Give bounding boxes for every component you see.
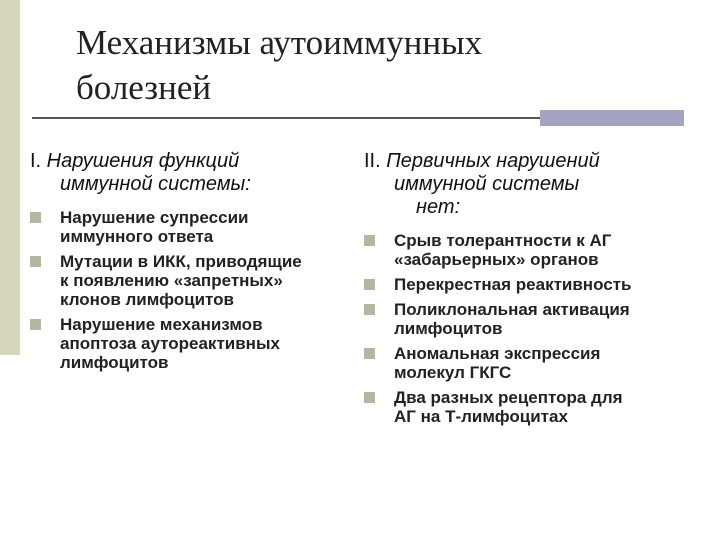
list-item-text: клонов лимфоцитов [60,290,234,309]
decorative-sidebar-band [0,0,20,355]
list-item [364,344,704,382]
right-heading-line-3: нет: [416,196,461,218]
square-bullet-icon [364,279,375,290]
left-heading-line-1: Нарушения функций [41,150,240,172]
list-item-text: «забарьерных» органов [394,250,599,269]
list-item [364,275,704,294]
list-item-text: Мутации в ИКК, приводящие [60,252,302,271]
left-bullet-list [30,208,350,372]
list-item [364,231,704,269]
left-column [30,150,350,378]
title-line-1: Механизмы аутоиммунных [76,23,483,62]
title-line-2: болезней [76,68,212,107]
square-bullet-icon [30,212,41,223]
list-item [30,252,350,309]
list-item-text: Нарушение механизмов [60,315,263,334]
square-bullet-icon [30,319,41,330]
list-item-text: молекул ГКГС [394,363,512,382]
square-bullet-icon [364,392,375,403]
right-heading-number: II. [364,150,381,172]
square-bullet-icon [364,304,375,315]
list-item-text: иммунного ответа [60,227,214,246]
list-item [364,300,704,338]
square-bullet-icon [364,235,375,246]
list-item [30,208,350,246]
list-item [364,388,704,426]
list-item-text: к появлению «запретных» [60,271,283,290]
list-item-text: Срыв толерантности к АГ [394,231,612,250]
list-item-text: Перекрестная реактивность [394,275,632,294]
list-item-text: Нарушение супрессии [60,208,249,227]
list-item-text: лимфоцитов [60,353,169,372]
square-bullet-icon [30,256,41,267]
list-item-text: Аномальная экспрессия [394,344,601,363]
left-heading-number: I. [30,150,42,172]
left-column-heading [30,150,350,196]
right-column [364,150,704,432]
title-divider-accent [540,110,684,126]
right-column-heading [364,150,704,219]
right-bullet-list [364,231,704,426]
right-heading-line-2: иммунной системы [394,173,580,195]
left-heading-line-2: иммунной системы: [60,173,251,195]
list-item [30,315,350,372]
list-item-text: АГ на Т-лимфоцитах [394,407,568,426]
square-bullet-icon [364,348,375,359]
slide-title [76,20,676,110]
list-item-text: лимфоцитов [394,319,503,338]
list-item-text: апоптоза аутореактивных [60,334,280,353]
list-item-text: Два разных рецептора для [394,388,623,407]
right-heading-line-1: Первичных нарушений [380,150,600,172]
list-item-text: Поликлональная активация [394,300,630,319]
